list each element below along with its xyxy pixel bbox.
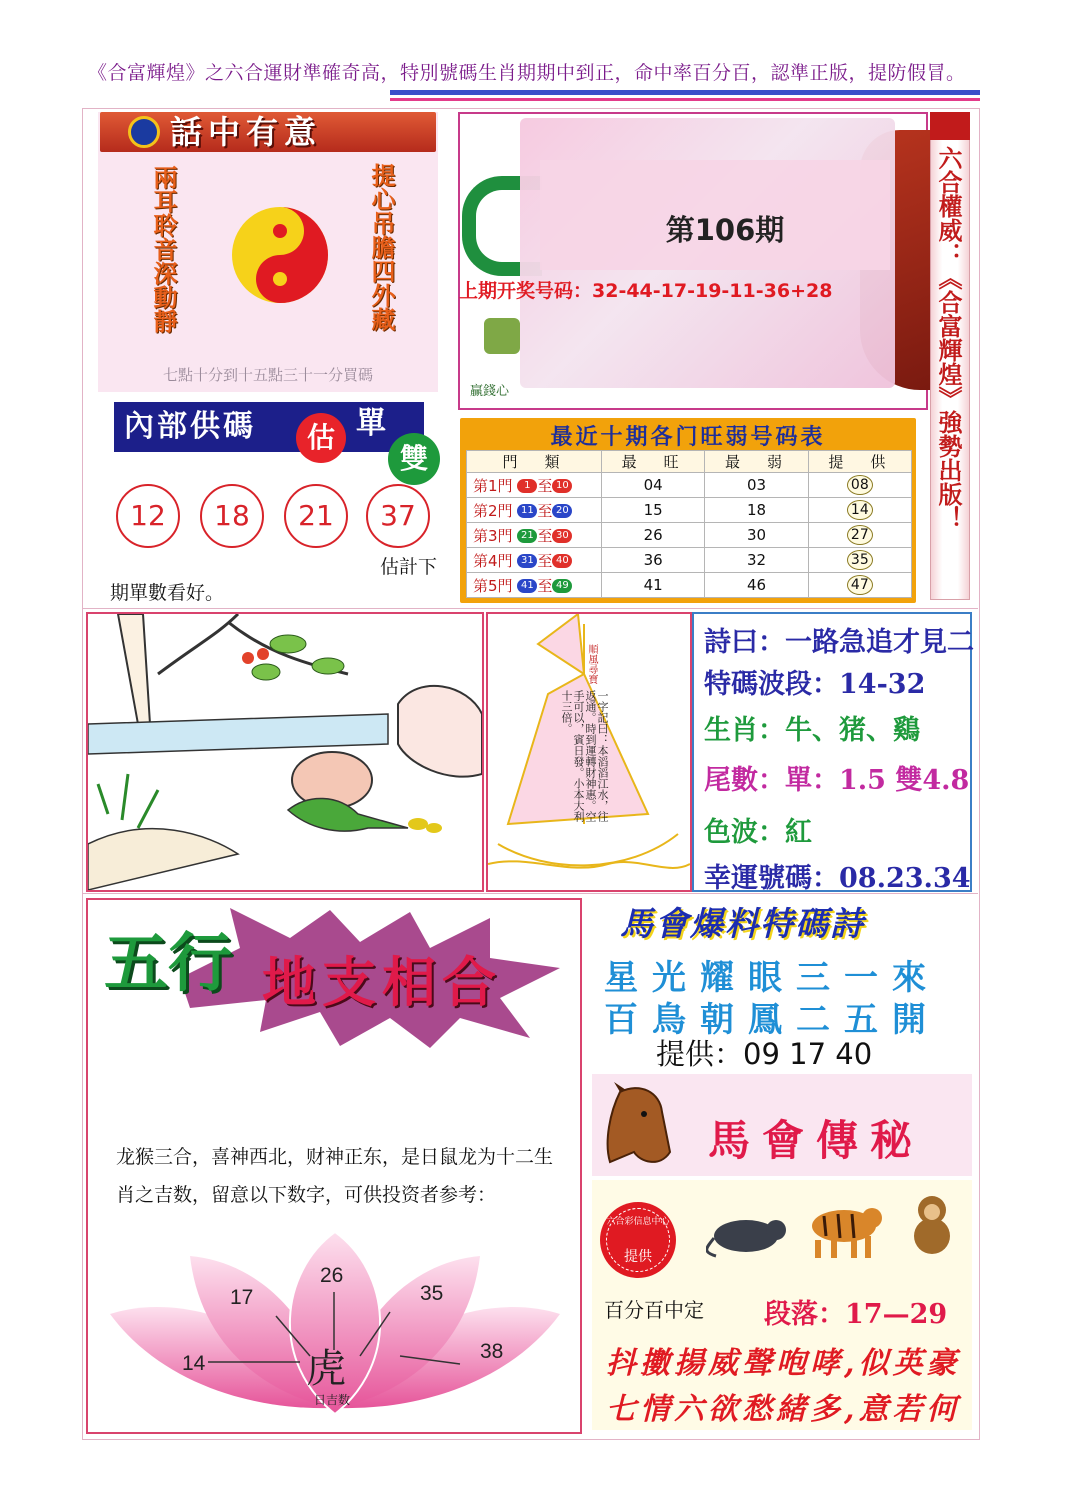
table-row [467,498,912,523]
poem-line [704,810,812,849]
riddle-left-column: 兩耳聆音深動靜 [149,165,177,333]
poem-line [704,662,925,701]
range-to-ball: 30 [552,529,572,543]
provide-cell [808,548,911,573]
riddle-footer: 七點十分到十五點三十一分買碼 [162,366,373,384]
poem-label: 幸運號碼： [704,863,839,894]
rock-shape [398,686,482,777]
table-row [467,473,912,498]
branch-shape [158,614,238,674]
lotus-diagram [100,1232,570,1422]
provide-value: 35 [847,550,873,570]
sure-win-text: 百分百中定 [604,1298,704,1322]
horse-supply-numbers: 提供：09 17 40 [656,1037,873,1071]
single-label: 單 [356,406,386,441]
hot-value: 04 [602,473,705,498]
provide-cell [808,573,911,598]
range-to-ball: 49 [552,579,572,593]
supply-title: 內部供碼 [124,409,256,444]
segment-range: 段落：17—29 [764,1299,948,1330]
double-badge: 雙 [388,433,440,485]
hull-shape [498,834,678,865]
table-row [467,548,912,573]
berry-shape [257,648,269,660]
leaf-shape [312,658,344,674]
range-separator: 至 [537,501,553,520]
poem-value: 14-32 [839,669,926,700]
cold-value: 30 [705,523,808,548]
range-from-ball: 21 [517,529,537,543]
seal-arc-text: 六合彩信息中心 [606,1217,670,1227]
last-draw-numbers: 上期开奖号码：32-44-17-19-11-36+28 [459,280,833,302]
range-separator: 至 [537,576,553,595]
range-to-ball: 20 [552,504,572,518]
range-from-ball: 11 [517,504,537,518]
tree-trunk-shape [118,614,150,724]
supply-number: 18 [200,484,264,548]
door-cell [467,523,602,548]
range-separator: 至 [537,551,553,570]
provide-cell [808,473,911,498]
center-character: 虎 [306,1346,346,1392]
range-from-ball: 1 [517,479,537,493]
hot-value: 41 [602,573,705,598]
door-table-title: 最近十期各门旺弱号码表 [550,425,826,450]
grass-shape [98,774,158,828]
table-header-row [467,451,912,473]
brand-logo-icon [128,116,160,148]
bird-illustration [88,614,482,890]
water-shape [88,714,388,754]
sail-flag-text: 順風尋寶 [586,644,597,684]
supply-number: 21 [284,484,348,548]
petal-number: 17 [230,1286,254,1309]
poem-value: 紅 [785,817,812,848]
flag-shape [538,614,584,674]
door-cell [467,548,602,573]
range-separator: 至 [537,526,553,545]
door-cell [467,573,602,598]
hot-value: 15 [602,498,705,523]
poem-value: 一路急追才見二 [785,627,974,658]
provide-value: 14 [847,500,873,520]
tiger-icon [804,1196,884,1260]
verse-line: 抖擻揚威聲咆哮,似英豪 [606,1346,961,1381]
poem-line [704,708,920,747]
cold-value: 32 [705,548,808,573]
issue-number: 第106期 [665,213,785,247]
ground-shape [88,829,238,890]
supply-number: 12 [116,484,180,548]
supply-number: 37 [366,484,430,548]
seed-shape [408,818,428,830]
riddle-right-column: 提心吊膽四外藏 [367,163,395,331]
verse-line: 七情六欲愁緒多,意若何 [606,1392,961,1427]
petal-number: 35 [420,1282,444,1305]
money-caption: 贏錢心 [470,384,510,399]
door-table [466,450,912,598]
estimate-badge: 估 [296,413,346,463]
poem-line [704,620,974,659]
rat-icon [706,1208,792,1258]
poem-label: 詩曰： [704,627,785,658]
cold-value: 18 [705,498,808,523]
money-hand-icon [484,318,520,354]
five-elements-title: 五行 [104,926,232,1001]
provide-value: 27 [847,525,873,545]
poem-value: 牛、猪、鷄 [785,715,920,746]
yin-yang-icon [230,205,330,305]
table-row [467,523,912,548]
supply-note: 期單數看好。 [110,582,225,604]
poem-label: 色波： [704,817,785,848]
poem-label: 生肖： [704,715,785,746]
column-header: 最 旺 [602,451,705,473]
poem-label: 尾數： [704,765,785,796]
leaf-shape [270,635,306,653]
range-to-ball: 40 [552,554,572,568]
petal-number: 38 [480,1340,504,1363]
poem-line [704,758,969,797]
door-name: 第5門 [473,576,513,595]
top-divider-pink [390,98,980,101]
range-from-ball: 41 [517,579,537,593]
sail-text: 一字記曰：本滔滔江水，往返通。時到運轉財神惠。空手可以，賓日發。小本大利十三倍。 [560,690,609,822]
provide-value: 47 [847,575,873,595]
earthly-branch-title: 地支相合 [262,950,502,1014]
seal-text: 提供 [624,1249,652,1265]
cold-value: 03 [705,473,808,498]
table-row [467,573,912,598]
poem-line [704,856,971,895]
door-name: 第2門 [473,501,513,520]
poem-value: 08.23.34 [839,863,971,894]
poem-value: 單：1.5 雙4.8 [785,765,970,796]
range-from-ball: 31 [517,554,537,568]
door-cell [467,473,602,498]
seed-shape [426,823,442,833]
riddle-title: 話中有意 [170,113,323,151]
secret-title: 馬會傳秘 [708,1116,925,1165]
column-header: 提 供 [808,451,911,473]
top-divider-blue [390,90,980,95]
horse-head-icon [600,1082,672,1168]
door-name: 第4門 [473,551,513,570]
horse-poem-title: 馬會爆料特碼詩 [620,904,865,943]
monkey-icon [900,1192,964,1256]
range-to-ball: 10 [552,479,572,493]
five-elements-text: 龙猴三合，喜神西北，财神正东，是日鼠龙为十二生肖之吉数，留意以下数字，可供投资者参考： [116,1146,554,1206]
supply-note: 估計下 [380,556,438,578]
hot-value: 36 [602,548,705,573]
hot-value: 26 [602,523,705,548]
top-banner: 《合富輝煌》之六合運財準確奇高，特別號碼生肖期期中到正，命中率百分百，認準正版，提防假冒。 [88,62,966,84]
center-label: 日吉数 [314,1393,351,1407]
door-cell [467,498,602,523]
side-banner-text: 六合權威：《合富輝煌》強勢出版！ [934,146,963,530]
poem-label: 特碼波段： [704,669,839,700]
petal-number: 14 [182,1352,206,1375]
cold-value: 46 [705,573,808,598]
provide-value: 08 [847,475,873,495]
berry-shape [242,652,254,664]
section-divider [82,608,978,609]
petal-number: 26 [320,1264,344,1287]
leaf-shape [252,664,280,680]
side-banner-cap [930,112,970,140]
horse-poem-line: 星光耀眼三一來 [604,958,940,998]
provide-cell [808,523,911,548]
column-header: 門 類 [467,451,602,473]
provide-cell [808,498,911,523]
door-name: 第3門 [473,526,513,545]
column-header: 最 弱 [705,451,808,473]
range-separator: 至 [537,476,553,495]
horse-poem-line: 百鳥朝鳳二五開 [604,1000,940,1040]
door-name: 第1門 [473,476,513,495]
